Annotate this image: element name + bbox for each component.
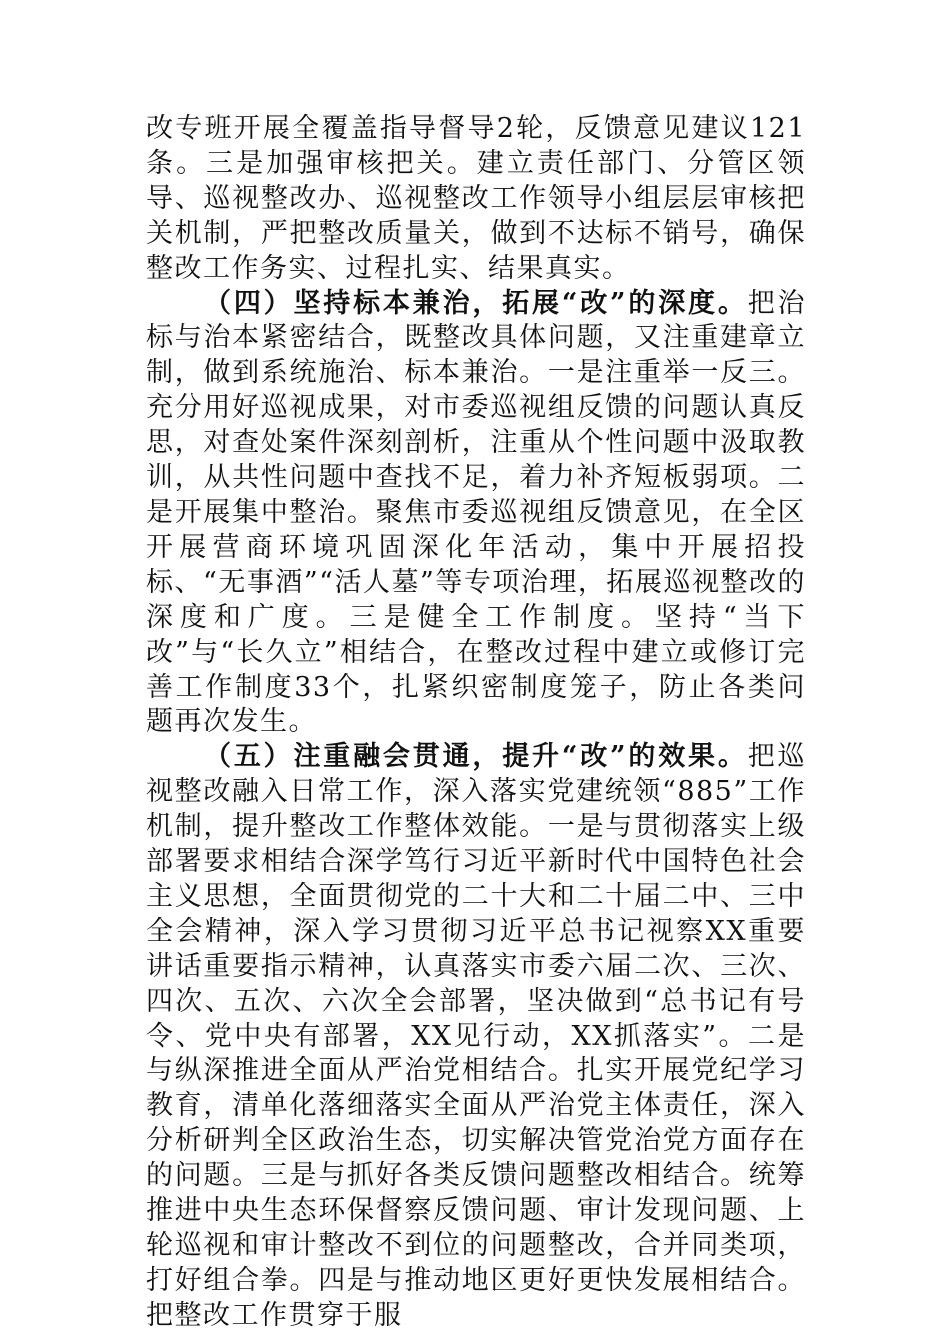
paragraph-continuation [146, 112, 806, 287]
section-five-body: 把巡视整改融入日常工作，深入落实党建统领“885”工作机制，提升整改工作整体效能。一是与贯彻落实上级部署要求相结合深学笃行习近平新时代中国特色社会主义思想，全面贯彻党的二十大和二十届二中、三中全会精神，深入学习贯彻习近平总书记视察XX重要讲话重要指示精神，认真落实市委六届二次、三次、四次、五次、六次全会部署，坚决做到“总书记有号令、党中央有部署，XX见行动，XX抓落实”。二是与纵深推进全面从严治党相结合。扎实开展党纪学习教育，清单化落细落实全面从严治党主体责任，深入分析研判全区政治生态，切实解决管党治党方面存在的问题。三是与抓好各类反馈问题整改相结合。统筹推进中央生态环保督察反馈问题、审计发现问题、上轮巡视和审计整改不到位的问题整改，合并同类项，打好组合拳。四是与推动地区更好更快发展相结合。把整改工作贯穿于服 [146, 741, 807, 1331]
section-four-body: 把治标与治本紧密结合，既整改具体问题，又注重建章立制，做到系统施治、标本兼治。一是注重举一反三。充分用好巡视成果，对市委巡视组反馈的问题认真反思，对查处案件深刻剖析，注重从个性问题中汲取教训，从共性问题中查找不足，着力补齐短板弱项。二是开展集中整治。聚焦市委巡视组反馈意见，在全区开展营商环境巩固深化年活动，集中开展招投标、“无事酒”“活人墓”等专项治理，拓展巡视整改的深度和广度。三是健全工作制度。坚持“当下改”与“长久立”相结合，在整改过程中建立或修订完善工作制度33个，扎紧织密制度笼子，防止各类问题再次发生。 [146, 287, 807, 738]
section-four-paragraph [146, 287, 806, 741]
paragraph-continuation-text: 改专班开展全覆盖指导督导2轮，反馈意见建议121条。三是加强审核把关。建立责任部门、分管区领导、巡视整改办、巡视整改工作领导小组层层审核把关机制，严把整改质量关，做到不达标不销号，确保整改工作务实、过程扎实、结果真实。 [146, 113, 806, 284]
section-four-heading: （四）坚持标本兼治，拓展“改”的深度。 [204, 287, 748, 319]
section-five-heading: （五）注重融会贯通，提升“改”的效果。 [204, 741, 748, 773]
document-body [146, 112, 806, 1334]
section-five-paragraph [146, 740, 806, 1333]
